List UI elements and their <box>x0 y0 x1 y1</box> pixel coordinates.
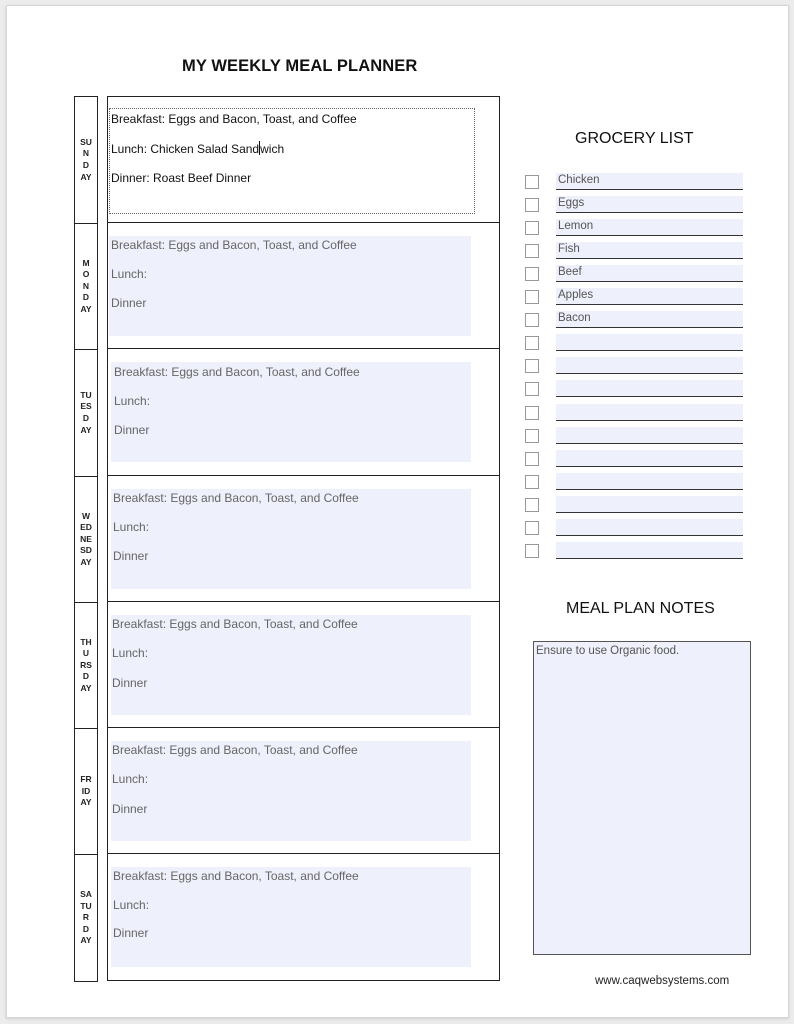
grocery-row <box>525 473 745 493</box>
dinner-text: Dinner <box>112 676 148 690</box>
dinner-text: Dinner <box>111 296 147 310</box>
grocery-checkbox[interactable] <box>525 406 539 420</box>
grocery-checkbox[interactable] <box>525 475 539 489</box>
grocery-item-text: Fish <box>558 243 580 256</box>
grocery-checkbox[interactable] <box>525 498 539 512</box>
meal-plan-notes-title: MEAL PLAN NOTES <box>566 600 715 617</box>
grocery-checkbox[interactable] <box>525 336 539 350</box>
grocery-row <box>525 242 745 262</box>
lunch-text: Lunch: <box>114 394 151 408</box>
meal-box-monday <box>107 223 500 349</box>
grocery-checkbox[interactable] <box>525 544 539 558</box>
breakfast-text: Breakfast: Eggs and Bacon, Toast, and Coffee <box>111 112 357 126</box>
grocery-item-text: Beef <box>558 266 582 279</box>
grocery-item-field[interactable] <box>556 242 743 259</box>
grocery-row <box>525 173 745 193</box>
website-footer: www.caqwebsystems.com <box>595 975 730 987</box>
grocery-checkbox[interactable] <box>525 452 539 466</box>
text-cursor <box>259 141 260 155</box>
lunch-text: Lunch: <box>111 267 148 281</box>
notes-text: Ensure to use Organic food. <box>536 645 680 657</box>
grocery-checkbox[interactable] <box>525 198 539 212</box>
dinner-text: Dinner: Roast Beef Dinner <box>111 171 252 185</box>
grocery-item-field[interactable] <box>556 173 743 190</box>
grocery-item-text: Bacon <box>558 312 591 325</box>
grocery-item-text: Eggs <box>558 197 585 210</box>
lunch-text: Lunch: Chicken Salad Sandwich <box>111 142 285 156</box>
grocery-checkbox[interactable] <box>525 221 539 235</box>
day-label-friday <box>74 728 98 855</box>
meal-box-wednesday <box>107 476 500 602</box>
grocery-item-field[interactable] <box>556 427 743 444</box>
grocery-item-field[interactable] <box>556 196 743 213</box>
dinner-text: Dinner <box>114 423 150 437</box>
grocery-row <box>525 380 745 400</box>
day-label-monday <box>74 223 98 350</box>
grocery-row <box>525 450 745 470</box>
dinner-text: Dinner <box>112 802 148 816</box>
grocery-item-text: Apples <box>558 289 594 302</box>
breakfast-text: Breakfast: Eggs and Bacon, Toast, and Coffee <box>112 743 358 757</box>
grocery-checkbox[interactable] <box>525 175 539 189</box>
grocery-row <box>525 404 745 424</box>
grocery-item-text: Lemon <box>558 220 594 233</box>
meal-box-tuesday <box>107 349 500 476</box>
meal-box-sunday <box>107 96 500 223</box>
day-label-wednesday <box>74 476 98 603</box>
day-letters: FRIDAY <box>80 774 92 808</box>
day-letters: SATURDAY <box>80 889 92 946</box>
grocery-checkbox[interactable] <box>525 290 539 304</box>
grocery-row <box>525 196 745 216</box>
grocery-checkbox[interactable] <box>525 244 539 258</box>
grocery-row <box>525 357 745 377</box>
meal-box-saturday <box>107 854 500 981</box>
grocery-row <box>525 334 745 354</box>
grocery-item-field[interactable] <box>556 542 743 559</box>
day-letters: MONDAY <box>80 257 92 314</box>
grocery-row <box>525 219 745 239</box>
grocery-checkbox[interactable] <box>525 382 539 396</box>
grocery-checkbox[interactable] <box>525 359 539 373</box>
grocery-list-title: GROCERY LIST <box>575 130 694 147</box>
day-label-sunday <box>74 96 98 224</box>
breakfast-text: Breakfast: Eggs and Bacon, Toast, and Coffee <box>114 365 360 379</box>
grocery-item-field[interactable] <box>556 288 743 305</box>
grocery-item-field[interactable] <box>556 404 743 421</box>
day-label-saturday <box>74 854 98 982</box>
grocery-row <box>525 519 745 539</box>
day-label-thursday <box>74 602 98 729</box>
grocery-item-field[interactable] <box>556 265 743 282</box>
grocery-row <box>525 427 745 447</box>
day-letters: THURSDAY <box>80 636 92 693</box>
grocery-item-field[interactable] <box>556 473 743 490</box>
grocery-item-text: Chicken <box>558 174 600 186</box>
grocery-checkbox[interactable] <box>525 267 539 281</box>
grocery-item-field[interactable] <box>556 519 743 536</box>
grocery-item-field[interactable] <box>556 334 743 351</box>
lunch-text: Lunch: <box>112 646 149 660</box>
grocery-item-field[interactable] <box>556 450 743 467</box>
dinner-text: Dinner <box>113 549 149 563</box>
lunch-text: Lunch: <box>113 898 150 912</box>
page-title: MY WEEKLY MEAL PLANNER <box>182 57 418 75</box>
grocery-item-field[interactable] <box>556 219 743 236</box>
grocery-checkbox[interactable] <box>525 429 539 443</box>
breakfast-text: Breakfast: Eggs and Bacon, Toast, and Coffee <box>111 238 357 252</box>
grocery-row <box>525 496 745 516</box>
grocery-item-field[interactable] <box>556 380 743 397</box>
grocery-row <box>525 288 745 308</box>
grocery-item-field[interactable] <box>556 496 743 513</box>
grocery-row <box>525 265 745 285</box>
grocery-item-field[interactable] <box>556 357 743 374</box>
grocery-checkbox[interactable] <box>525 521 539 535</box>
day-label-tuesday <box>74 349 98 477</box>
breakfast-text: Breakfast: Eggs and Bacon, Toast, and Coffee <box>113 491 359 505</box>
day-letters: WEDNESDAY <box>80 510 92 567</box>
lunch-text: Lunch: <box>113 520 150 534</box>
notes-field[interactable] <box>533 641 751 955</box>
meal-box-thursday <box>107 602 500 728</box>
dinner-text: Dinner <box>113 926 149 940</box>
grocery-checkbox[interactable] <box>525 313 539 327</box>
breakfast-text: Breakfast: Eggs and Bacon, Toast, and Coffee <box>113 869 359 883</box>
lunch-text: Lunch: <box>112 772 149 786</box>
day-letters: TUESDAY <box>80 389 92 435</box>
grocery-row <box>525 311 745 331</box>
meal-box-friday <box>107 728 500 854</box>
grocery-item-field[interactable] <box>556 311 743 328</box>
day-letters: SUNDAY <box>80 136 92 182</box>
grocery-row <box>525 542 745 562</box>
breakfast-text: Breakfast: Eggs and Bacon, Toast, and Coffee <box>112 617 358 631</box>
